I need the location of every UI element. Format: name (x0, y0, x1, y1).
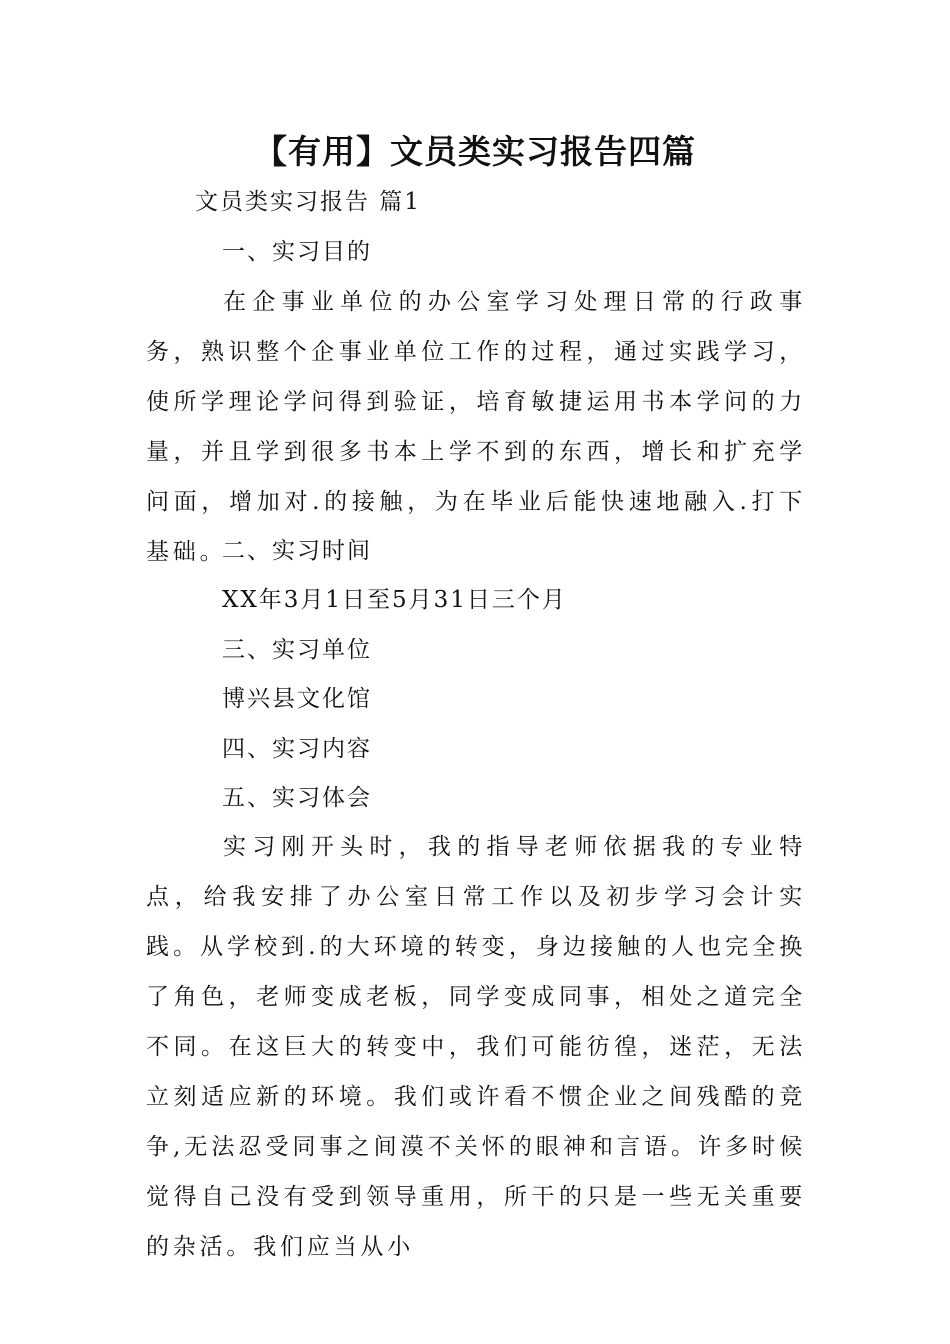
section-content-time: XX年3月1日至5月31日三个月 (222, 587, 567, 613)
section-heading-experience: 五、实习体会 (222, 785, 372, 811)
report-subheading: 文员类实习报告 篇1 (195, 189, 421, 215)
paragraph-experience: 实习刚开头时，我的指导老师依据我的专业特点，给我安排了办公室日常工作以及初步学习会计实践。从学校到.的大环境的转变，身边接触的人也完全换了角色，老师变成老板，同学变成同事，相处之道完全不同。在这巨大的转变中，我们可能彷徨，迷茫，无法立刻适应新的环境。我们或许看不惯企业之间残酷的竞争,无法忍受同事之间漠不关怀的眼神和言语。许多时候觉得自己没有受到领导重用，所干的只是一些无关重要的杂活。我们应当从小 (146, 834, 806, 1260)
section-heading-time: 二、实习时间 (222, 538, 372, 564)
paragraph-purpose: 在企事业单位的办公室学习处理日常的行政事务，熟识整个企事业单位工作的过程，通过实践学习，使所学理论学问得到验证，培育敏捷运用书本学问的力量，并且学到很多书本上学不到的东西，增长和扩充学问面，增加对.的接触，为在毕业后能快速地融入.打下基础。 (146, 289, 806, 565)
section-heading-content: 四、实习内容 (222, 736, 372, 762)
document-title: 【有用】文员类实习报告四篇 (254, 132, 696, 171)
section-heading-unit: 三、实习单位 (222, 637, 372, 663)
section-heading-purpose: 一、实习目的 (222, 239, 372, 265)
section-content-unit: 博兴县文化馆 (222, 686, 372, 712)
